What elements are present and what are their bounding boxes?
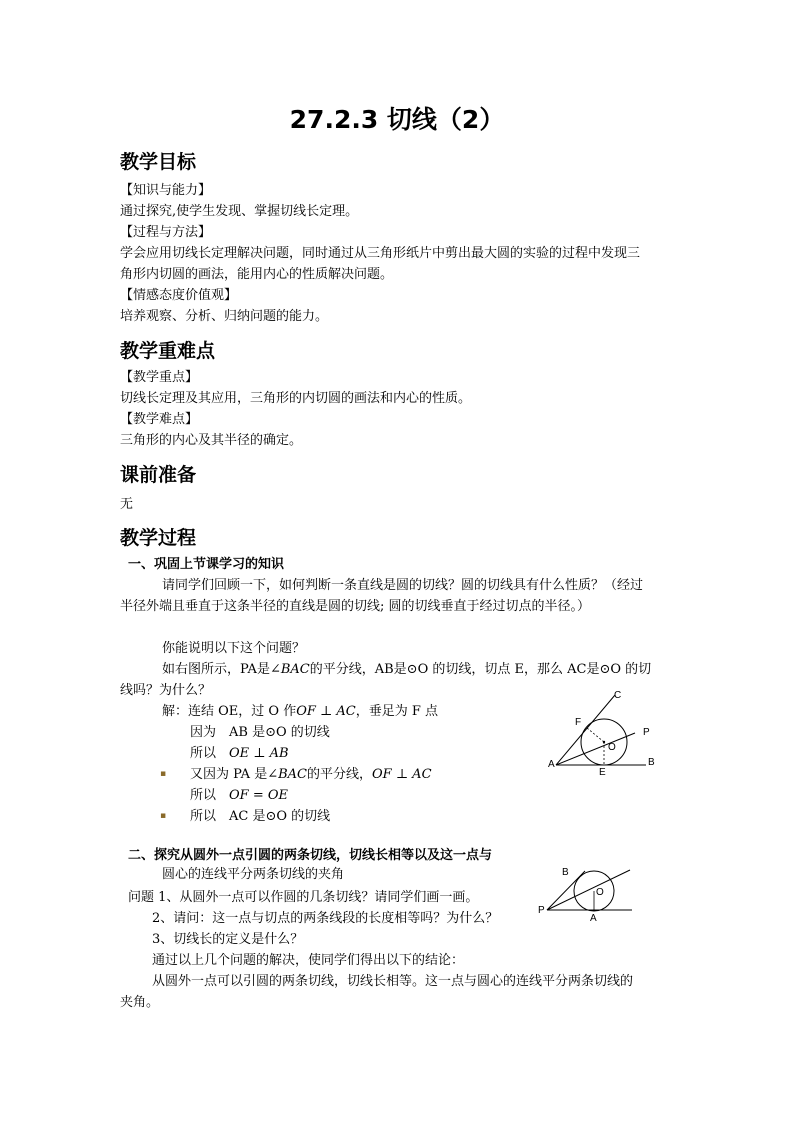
- segment-of: [587, 728, 604, 742]
- line-ap: [556, 733, 635, 765]
- question-2: 2、请问：这一点与切点的两条线段的长度相等吗？为什么？: [152, 911, 499, 926]
- difficult-text: 三角形的内心及其半径的确定。: [120, 433, 303, 448]
- process-text-1: 学会应用切线长定理解决问题，同时通过从三角形纸片中剪出最大圆的实验的过程中发现三: [120, 246, 641, 261]
- question-3: 3、切线长的定义是什么？: [152, 932, 304, 947]
- solution-step-4-math-1: ∠BAC: [267, 767, 307, 782]
- bullet-dot-icon: ▪: [160, 769, 167, 779]
- solution-step-1-b: ，垂足为 F 点: [355, 704, 439, 719]
- difficult-label: 【教学难点】: [120, 412, 199, 427]
- conclusion-intro: 通过以上几个问题的解决，使同学们得出以下的结论：: [152, 953, 465, 968]
- label-p: P: [643, 727, 650, 738]
- process-heading: 教学过程: [120, 527, 197, 549]
- solution-step-1: [162, 704, 438, 720]
- conclusion-line-2: 夹角。: [120, 995, 160, 1010]
- part2-title-2: 圆心的连线平分两条切线的夹角: [162, 867, 345, 882]
- solution-step-3: [190, 746, 289, 762]
- prep-heading: 课前准备: [120, 464, 197, 486]
- question-text-b: 的平分线，AB是⊙O 的切线，切点 E，那么 AC是⊙O 的切: [309, 662, 652, 677]
- solution-step-5-a: 所以: [190, 788, 230, 803]
- solution-step-6: 所以 AC 是⊙O 的切线: [190, 809, 331, 824]
- part2-title-1: 二、探究从圆外一点引圆的两条切线，切线长相等以及这一点与: [128, 848, 493, 863]
- part1-title: 一、巩固上节课学习的知识: [128, 557, 285, 572]
- label-a: A: [548, 759, 555, 770]
- solution-step-2: 因为 AB 是⊙O 的切线: [190, 725, 330, 740]
- process-text-2: 角形内切圆的画法，能用内心的性质解决问题。: [120, 267, 394, 282]
- point-o: [603, 741, 605, 743]
- question-intro: 你能说明以下这个问题？: [162, 641, 306, 656]
- solution-step-4: [190, 767, 432, 783]
- page-title: 27.2.3 切线（2）: [289, 105, 505, 134]
- conclusion-line-1: 从圆外一点可以引圆的两条切线，切线长相等。这一点与圆心的连线平分两条切线的: [152, 974, 634, 989]
- prep-text: 无: [120, 497, 134, 512]
- label-o: O: [608, 742, 616, 753]
- goals-heading: 教学目标: [120, 151, 197, 173]
- key-label: 【教学重点】: [120, 370, 199, 385]
- emotion-label: 【情感态度价值观】: [120, 288, 238, 303]
- part1-line-1: 请同学们回顾一下，如何判断一条直线是圆的切线？圆的切线具有什么性质？（经过: [162, 578, 644, 593]
- solution-step-3-math: OE ⊥ AB: [229, 746, 289, 761]
- solution-step-3-a: 所以: [190, 746, 230, 761]
- line-po: [547, 870, 630, 910]
- solution-step-1-a: 解：连结 OE，过 O 作: [162, 704, 297, 719]
- solution-step-5: [190, 788, 288, 804]
- knowledge-label: 【知识与能力】: [120, 183, 212, 198]
- label-e: E: [599, 767, 606, 778]
- angle-bac: ∠BAC: [269, 662, 310, 677]
- bullet-dot-icon-2: ▪: [160, 811, 167, 821]
- label-c: C: [614, 690, 622, 701]
- solution-step-4-a: 又因为 PA 是: [190, 767, 268, 782]
- solution-step-4-b: 的平分线，: [307, 767, 373, 782]
- label-b-2: B: [562, 867, 569, 878]
- label-p-2: P: [538, 905, 545, 916]
- label-o-2: O: [596, 887, 604, 898]
- solution-step-5-math: OF = OE: [229, 788, 288, 803]
- key-heading: 教学重难点: [120, 340, 216, 362]
- question-line-2: 线吗？为什么？: [120, 683, 212, 698]
- question-line-1: [162, 662, 651, 678]
- emotion-text: 培养观察、分析、归纳问题的能力。: [120, 309, 329, 324]
- solution-step-1-math: OF ⊥ AC: [296, 704, 356, 719]
- tangent-figure-2: [535, 860, 635, 925]
- solution-step-4-math-2: OF ⊥ AC: [372, 767, 432, 782]
- label-a-2: A: [590, 913, 597, 924]
- knowledge-text: 通过探究,使学生发现、掌握切线长定理。: [120, 204, 359, 219]
- question-1: 问题 1、从圆外一点可以作圆的几条切线？请同学们画一画。: [128, 890, 479, 905]
- line-ac: [556, 695, 615, 765]
- question-text-a: 如右图所示，PA是: [162, 662, 270, 677]
- process-label: 【过程与方法】: [120, 225, 212, 240]
- label-b: B: [648, 757, 655, 768]
- part1-line-2: 半径外端且垂直于这条半径的直线是圆的切线; 圆的切线垂直于经过切点的半径。）: [120, 599, 591, 614]
- key-text: 切线长定理及其应用，三角形的内切圆的画法和内心的性质。: [120, 391, 472, 406]
- tangent-figure-1: [540, 685, 670, 780]
- label-f: F: [575, 717, 582, 728]
